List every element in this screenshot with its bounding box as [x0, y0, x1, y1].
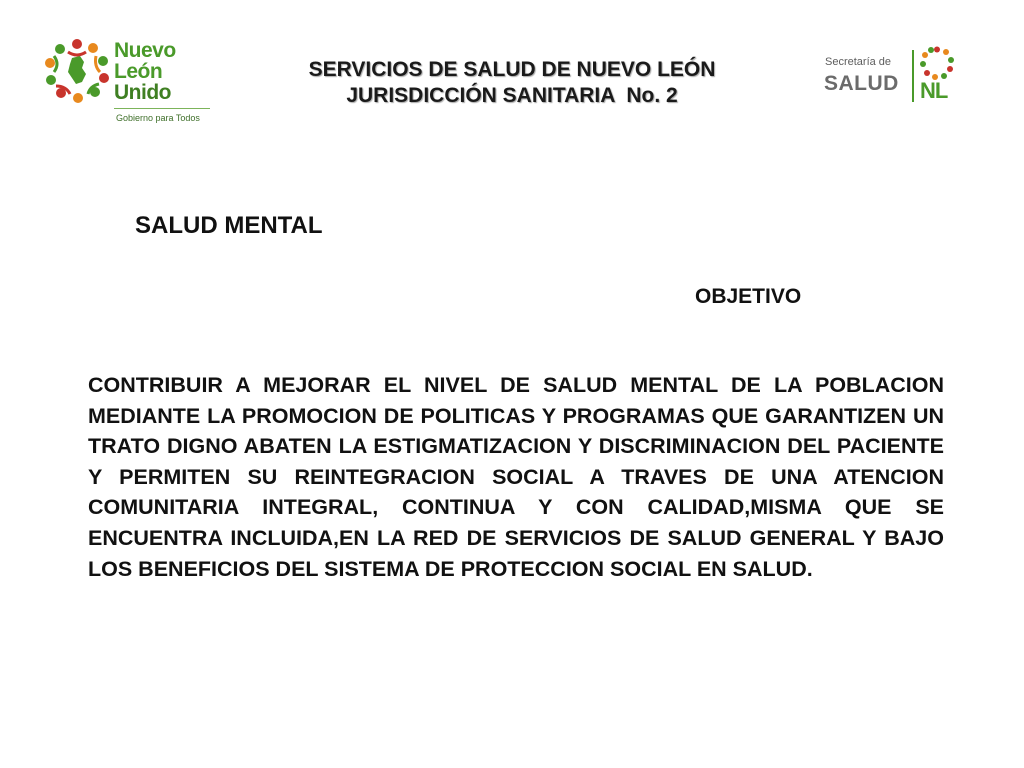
secretaria-salud-logo: [822, 44, 962, 106]
nuevo-leon-unido-logo: [44, 38, 214, 128]
section-title: SALUD MENTAL: [135, 212, 323, 239]
logo-divider: [114, 108, 210, 109]
page-title: [250, 57, 774, 109]
nl-emblem-icon: [920, 46, 954, 80]
nuevo-leon-wordmark: [114, 40, 176, 103]
logo-vertical-divider: [912, 50, 914, 102]
wordmark-line-2: León: [114, 60, 163, 83]
header-line-2: JURISDICCIÓN SANITARIA No. 2: [346, 84, 678, 107]
objective-paragraph: CONTRIBUIR A MEJORAR EL NIVEL DE SALUD MENTAL DE LA POBLACION MEDIANTE LA PROMOCION DE POLITICAS Y PROGRAMAS QUE GARANTIZEN UN TRATO DIGNO ABATEN LA ESTIGMATIZACION Y DISCRIMINACION DEL PACIENTE Y PERMITEN SU REINTEGRACION SOCIAL A TRAVES DE UNA ATENCION COMUNITARIA INTEGRAL, CONTINUA Y CON CALIDAD,MISMA QUE SE ENCUENTRA INCLUIDA,EN LA RED DE SERVICIOS DE SALUD GENERAL Y BAJO LOS BENEFICIOS DEL SISTEMA DE PROTECCION SOCIAL EN SALUD.: [88, 373, 944, 581]
wordmark-line-3: Unido: [114, 81, 171, 104]
salud-label: SALUD: [824, 72, 899, 95]
wordmark-line-1: Nuevo: [114, 39, 176, 62]
logo-tagline: Gobierno para Todos: [116, 113, 200, 123]
header-line-1: SERVICIOS DE SALUD DE NUEVO LEÓN: [308, 58, 716, 81]
nl-label: NL: [920, 78, 948, 103]
nuevo-leon-emblem-icon: [44, 38, 110, 104]
secretaria-label: Secretaría de: [825, 56, 892, 68]
objective-heading: OBJETIVO: [695, 285, 802, 308]
